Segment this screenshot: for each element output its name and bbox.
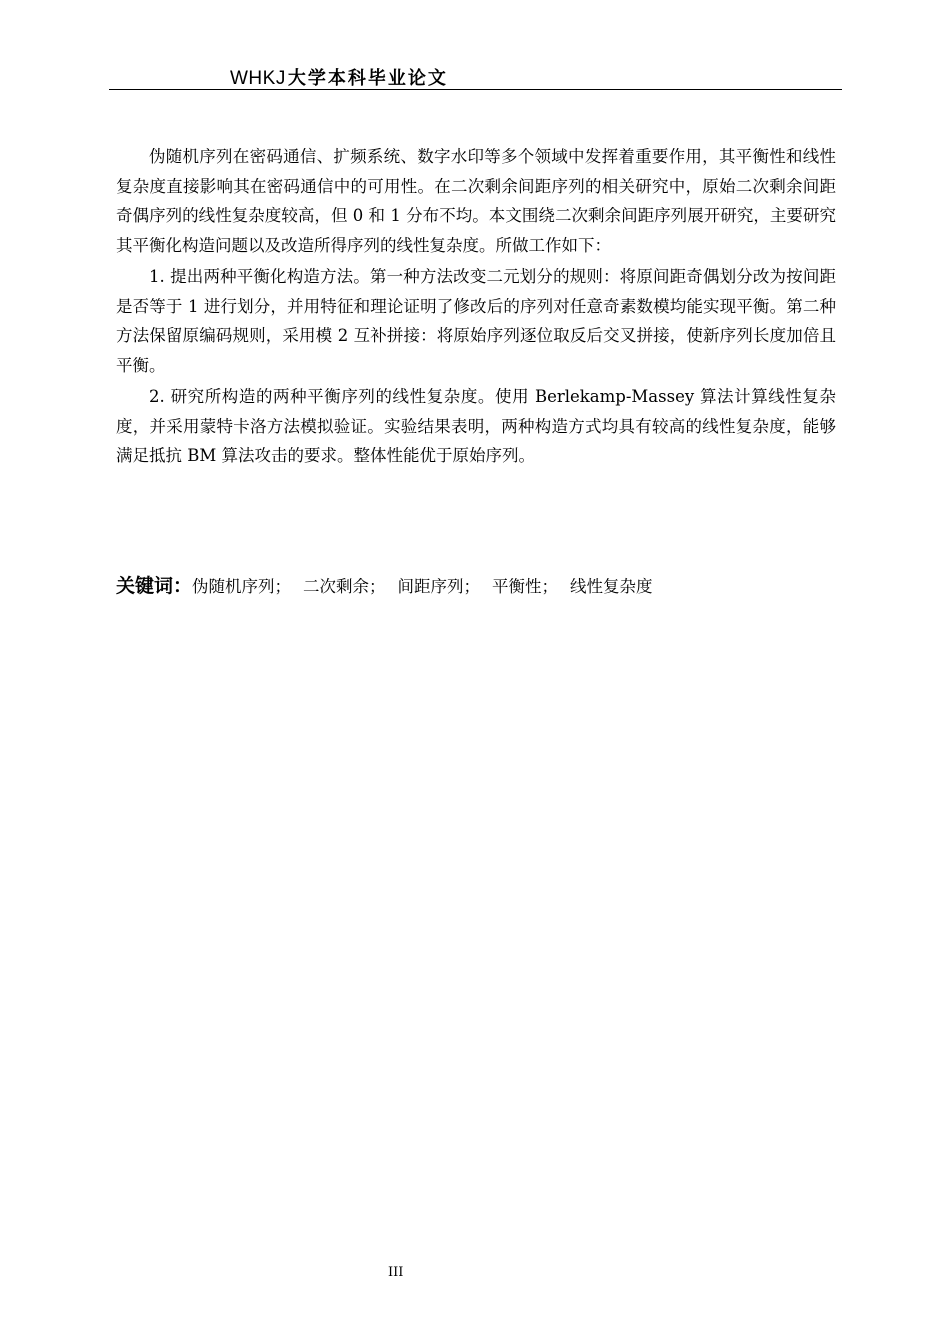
abstract-paragraph-intro: 伪随机序列在密码通信、扩频系统、数字水印等多个领域中发挥着重要作用，其平衡性和线性复杂度直接影响其在密码通信中的可用性。在二次剩余间距序列的相关研究中，原始二次剩余间距奇偶序列的线性复杂度较高，但 0 和 1 分布不均。本文围绕二次剩余间距序列展开研究，主要研究其平衡化构造问题以及改造所得序列的线性复杂度。所做工作如下： [116, 147, 836, 255]
header-rule [109, 89, 842, 90]
abstract-paragraph-item-2: 2. 研究所构造的两种平衡序列的线性复杂度。使用 Berlekamp-Massey 算法计算线性复杂度，并采用蒙特卡洛方法模拟验证。实验结果表明，两种构造方式均具有较高的线性复杂度，能够满足抵抗 BM 算法攻击的要求。整体性能优于原始序列。 [116, 387, 836, 465]
keyword: 二次剩余； [303, 577, 386, 596]
header-school-name: WHKJ [230, 68, 286, 89]
keywords-line [116, 572, 653, 601]
page-header [230, 64, 448, 90]
abstract-body [116, 142, 836, 471]
header-title: 大学本科毕业论文 [287, 68, 448, 89]
keywords-label: 关键词： [116, 575, 193, 597]
abstract-paragraph-item-1: 1. 提出两种平衡化构造方法。第一种方法改变二元划分的规则：将原间距奇偶划分改为按间距是否等于 1 进行划分，并用特征和理论证明了修改后的序列对任意奇素数模均能实现平衡。第二种方法保留原编码规则，采用模 2 互补拼接：将原始序列逐位取反后交叉拼接，使新序列长度加倍且平衡。 [116, 267, 836, 375]
keyword: 线性复杂度 [570, 577, 653, 596]
keyword: 间距序列； [397, 577, 481, 596]
page-number: III [388, 1265, 404, 1280]
keyword: 平衡性； [492, 577, 559, 596]
keyword: 伪随机序列； [192, 577, 292, 596]
